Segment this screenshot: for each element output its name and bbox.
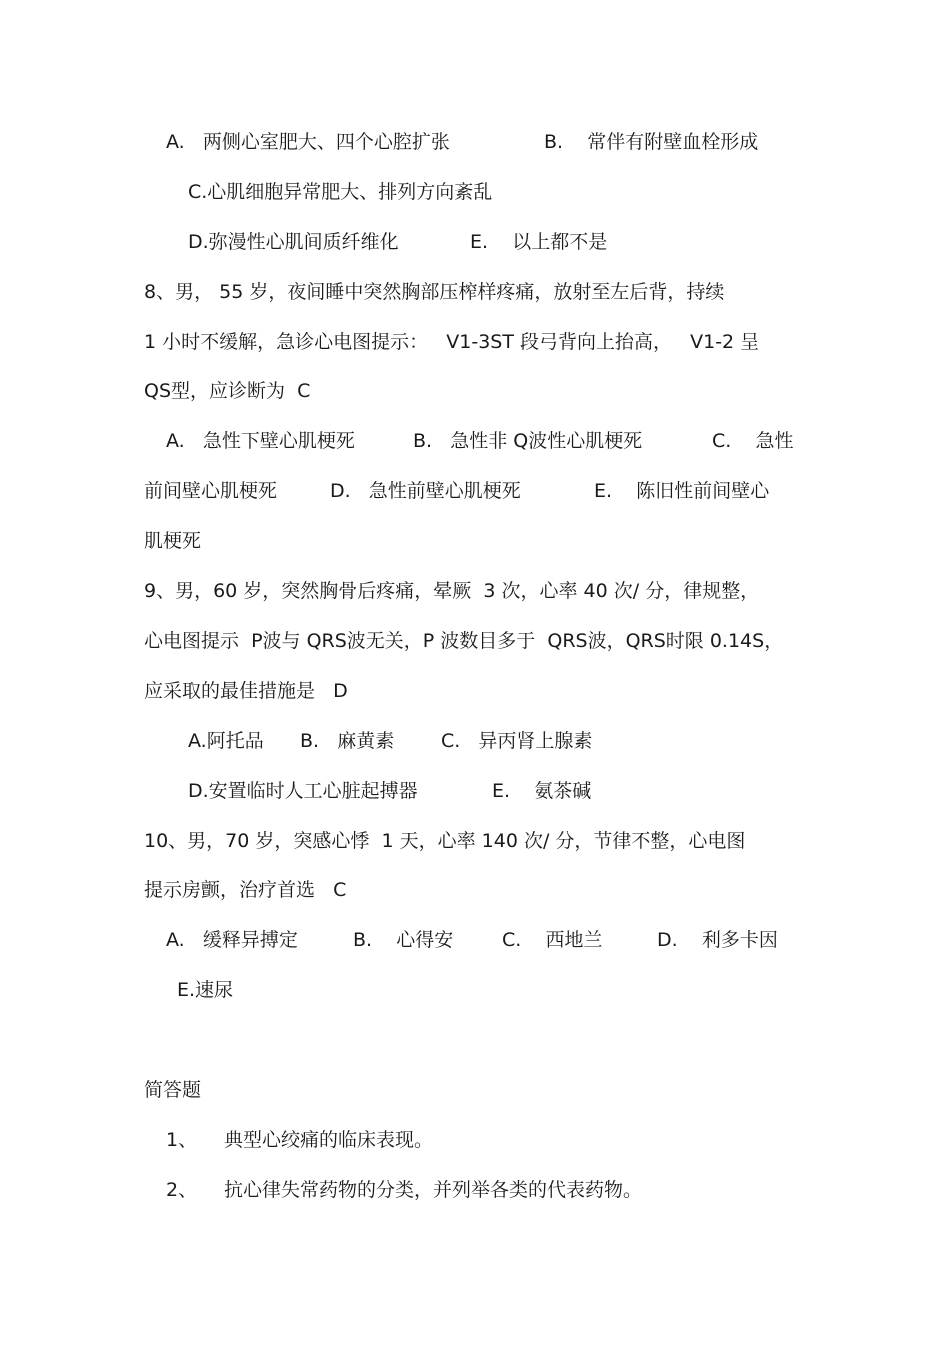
q7-options-row-1 [0, 127, 759, 157]
q7-option-d: D.弥漫性心肌间质纤维化 [188, 231, 399, 253]
q10-stem-line-1: 10、男，70 岁，突感心悸 1 天，心率 140 次/ 分，节律不整，心电图 [144, 830, 746, 852]
q8-option-e: E. 陈旧性前间壁心 [594, 480, 770, 502]
q9-options-row-2 [0, 776, 592, 806]
q7-option-b: B. 常伴有附壁血栓形成 [544, 131, 759, 153]
q9-stem-line-3: 应采取的最佳措施是 D [144, 680, 348, 702]
q9-stem-line-2: 心电图提示 P波与 QRS波无关，P 波数目多于 QRS波，QRS时限 0.14S， [144, 630, 784, 652]
q7-option-a: A. 两侧心室肥大、四个心腔扩张 [166, 131, 450, 153]
q10-options-row-2 [0, 975, 234, 1005]
q9-options-row-1 [0, 726, 593, 756]
q10-option-c: C. 西地兰 [502, 929, 603, 951]
q8-option-c: C. 急性 [712, 430, 794, 452]
short-answer-number: 2、 [166, 1179, 198, 1201]
q10-options-row-1 [0, 925, 778, 955]
q9-option-a: A.阿托品 [188, 730, 264, 752]
q10-option-e: E.速尿 [177, 979, 234, 1001]
q7-options-row-2 [0, 177, 493, 207]
q8-stem-line-2: 1 小时不缓解，急诊心电图提示： V1-3ST 段弓背向上抬高， V1-2 呈 [144, 331, 760, 353]
q9-option-b: B. 麻黄素 [300, 730, 395, 752]
q8-stem-line-3: QS型，应诊断为 C [144, 380, 311, 402]
q7-options-row-3 [0, 227, 608, 257]
q7-option-c: C.心肌细胞异常肥大、排列方向紊乱 [188, 181, 493, 203]
q8-options-row-2 [0, 476, 770, 506]
short-answer-item [0, 1125, 434, 1155]
q10-stem-line-2: 提示房颤，治疗首选 C [144, 879, 347, 901]
q8-option-a: A. 急性下壁心肌梗死 [166, 430, 355, 452]
q9-option-c: C. 异丙肾上腺素 [441, 730, 593, 752]
q9-stem-line-1: 9、男，60 岁，突然胸骨后疼痛，晕厥 3 次，心率 40 次/ 分，律规整， [144, 580, 760, 602]
short-answer-text: 典型心绞痛的临床表现。 [224, 1129, 434, 1151]
short-answer-text: 抗心律失常药物的分类，并列举各类的代表药物。 [224, 1179, 643, 1201]
short-answer-heading: 简答题 [144, 1079, 202, 1101]
q10-option-a: A. 缓释异搏定 [166, 929, 298, 951]
q8-option-d: D. 急性前壁心肌梗死 [330, 480, 521, 502]
q10-option-b: B. 心得安 [353, 929, 454, 951]
q9-option-d: D.安置临时人工心脏起搏器 [188, 780, 418, 802]
q8-options-row-1 [0, 426, 794, 456]
short-answer-item [0, 1175, 643, 1205]
q8-option-b: B. 急性非 Q波性心肌梗死 [413, 430, 643, 452]
q8-stem-line-1: 8、男， 55 岁，夜间睡中突然胸部压榨样疼痛，放射至左后背，持续 [144, 281, 725, 303]
q10-option-d: D. 利多卡因 [657, 929, 778, 951]
q9-option-e: E. 氨茶碱 [492, 780, 592, 802]
q7-option-e: E. 以上都不是 [470, 231, 608, 253]
q8-options-row-3: 肌梗死 [144, 530, 202, 552]
short-answer-number: 1、 [166, 1129, 198, 1151]
q8-option-c-cont: 前间壁心肌梗死 [144, 480, 278, 502]
